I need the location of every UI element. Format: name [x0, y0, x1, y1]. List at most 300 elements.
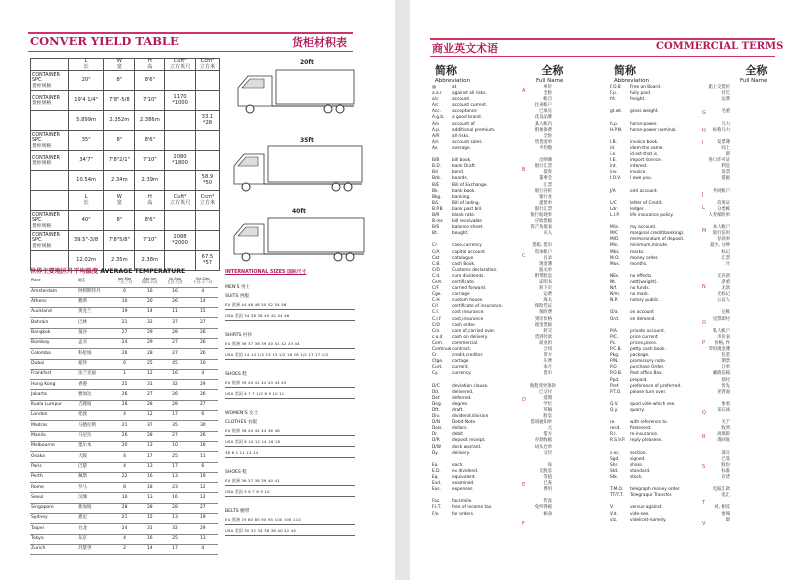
term-fn: debit	[452, 432, 463, 438]
container-cell: H 高	[135, 191, 165, 211]
container-cell: 58.9 *50	[195, 171, 219, 191]
temperature-cell: 4	[112, 411, 137, 421]
term-fn: bond.	[452, 170, 465, 176]
temperature-cell: 21	[112, 514, 137, 524]
term-zh: 利息	[721, 164, 730, 170]
size-group-label: SHOES 鞋	[225, 372, 247, 377]
term-zh: 零用现金簿	[708, 347, 730, 353]
term-fn: marginal credit(banking).	[630, 231, 685, 237]
temperature-cell: 马尼拉	[77, 431, 112, 441]
term-ab: Cr.	[432, 353, 438, 359]
term-zh: 货箱, 货币	[532, 243, 552, 249]
temperature-cell: 13	[137, 441, 162, 451]
temperature-cell: 20	[137, 297, 162, 307]
term-fn: contract.	[452, 347, 472, 353]
temperature-cell: 6	[188, 411, 218, 421]
temperature-cell: 13	[137, 493, 162, 503]
term-ab: Exs.	[432, 487, 441, 493]
term-zh: 全险	[543, 133, 552, 139]
term-zh: 净重	[721, 280, 730, 285]
term-fn: case,currency	[452, 243, 482, 249]
term-ab: Ord.	[610, 316, 620, 322]
container-table-header	[31, 59, 220, 71]
term-ab: s.ec.	[610, 450, 620, 456]
temperature-cell: 4	[188, 544, 218, 554]
term-zh: 转交	[543, 328, 552, 334]
temperature-cell: 12	[188, 483, 218, 493]
term-fn: horse-power nominal.	[630, 127, 677, 133]
container-cell: 2.38m	[135, 251, 165, 271]
container-cell: 2088 *2000	[165, 231, 196, 251]
term-zh: 部分	[721, 450, 730, 456]
index-letter: A	[522, 88, 526, 94]
temperature-header-cell: Oct-Dec 十月-十二月	[188, 276, 218, 287]
index-letter: O	[702, 320, 706, 326]
term-fn: on account	[630, 310, 654, 316]
term-fn: dividend,division	[452, 414, 489, 420]
term-zh: 公证人	[717, 298, 730, 304]
temperature-cell: 29	[137, 328, 162, 338]
term-ab: Av.	[432, 145, 439, 151]
temperature-cell: 18	[137, 483, 162, 493]
temperature-cell: Taipei	[30, 524, 77, 534]
term-ab: Shr.	[610, 462, 619, 468]
term-fn: vide-see.	[630, 511, 650, 517]
temperature-title	[30, 266, 185, 275]
container-cell	[195, 131, 219, 151]
term-fn: current.	[452, 365, 469, 371]
term-fn: account current.	[452, 103, 488, 109]
term-ab: E.D.	[432, 468, 441, 474]
term-zh: 全险	[543, 91, 552, 97]
full-head-zh: 全称	[541, 64, 564, 77]
container-cell	[31, 171, 69, 191]
temperature-row	[30, 534, 218, 544]
term-zh: 采石场	[717, 407, 730, 413]
temperature-cell: 11	[188, 452, 218, 462]
term-zh: 标称马力	[712, 127, 730, 133]
term-ab: Q.y.	[610, 407, 619, 413]
temperature-cell: 台北	[77, 524, 112, 534]
container-table-row	[31, 151, 220, 171]
temperature-cell: 28	[112, 400, 137, 410]
container-cell: 8'6"	[135, 211, 165, 231]
abbr-head-right	[614, 62, 649, 84]
index-letter: F	[522, 521, 525, 527]
term-ab: C/D	[432, 267, 440, 273]
temperature-cell: 19	[112, 308, 137, 318]
temperature-cell: 汉城	[77, 493, 112, 503]
term-zh: 参阅	[721, 511, 730, 517]
term-fn: carried forward.	[452, 286, 487, 292]
term-ab: P/C.	[610, 334, 619, 340]
temperature-row	[30, 503, 218, 513]
term-fn: cost insurance.	[452, 310, 485, 316]
temperature-cell: 2	[112, 544, 137, 554]
term-fn: delivered.	[452, 389, 474, 395]
temperature-cell: 25	[162, 452, 187, 462]
term-zh: 见背面	[717, 389, 730, 395]
container-cell: 35"	[69, 131, 104, 151]
term-zh: 共同帐户	[712, 188, 730, 194]
term-zh: 同上	[721, 145, 730, 151]
term-zh: 即	[725, 517, 730, 523]
term-fn: free of income tax.	[452, 505, 493, 511]
term-zh: 保险费	[539, 310, 552, 316]
left-title-en: CONVER YIELD TABLE	[30, 34, 179, 48]
temperature-cell: 23	[162, 483, 187, 493]
term-zh: 存款收据	[534, 438, 552, 444]
term-ab: Bds.	[432, 176, 442, 182]
temperature-cell: Amsterdam	[30, 287, 77, 297]
temperature-cell: Athens	[30, 297, 77, 307]
term-zh: 学位	[543, 401, 552, 407]
container-table-row	[31, 231, 220, 251]
temperature-cell: Sydney	[30, 514, 77, 524]
temperature-cell: 31	[137, 524, 162, 534]
term-fn: bill receivable	[452, 219, 482, 225]
container-cell	[195, 231, 219, 251]
term-ab: A/o	[432, 121, 440, 127]
temperature-cell: 16	[137, 287, 162, 297]
page-gutter	[395, 0, 410, 580]
term-fn: months.	[630, 261, 648, 267]
term-zh: 再保险	[717, 432, 730, 438]
temperature-cell: 24	[112, 524, 137, 534]
term-zh: 到岸价格	[534, 316, 552, 322]
container-table	[30, 58, 220, 271]
temperature-cell: 26	[188, 338, 218, 348]
term-fn: a good brand.	[452, 115, 483, 121]
term-zh: 汇票	[543, 182, 552, 188]
term-ab: h.p.	[610, 121, 619, 127]
term-ab: Ctge.	[432, 359, 444, 365]
term-zh: 信用证	[717, 200, 730, 206]
term-ab: A/s	[432, 139, 439, 145]
term-item	[432, 451, 557, 457]
sizes-title: INTERNATIONAL SIZES 国际尺寸	[225, 270, 307, 275]
term-zh: 航程变更条款	[530, 383, 556, 389]
container-cell: Cuft³ 立方英尺	[165, 191, 196, 211]
container-cell: 8"	[104, 71, 135, 91]
term-ab: Fac.	[432, 499, 441, 505]
term-fn: on demand.	[630, 316, 656, 322]
term-ab: a/c	[432, 97, 439, 103]
term-fn: no funds.	[630, 286, 651, 292]
term-fn: horse-power.	[630, 121, 658, 127]
term-fn: price current.	[630, 334, 659, 340]
term-zh: 优先	[721, 383, 730, 389]
size-row: USA 美国 5 6 7 8 9 10	[225, 489, 270, 494]
term-zh: 已查	[543, 481, 552, 487]
temperature-cell: 28	[162, 400, 187, 410]
temperature-cell: 26	[112, 349, 137, 359]
temperature-cell: 31	[137, 380, 162, 390]
temperature-cell: Hong Kong	[30, 380, 77, 390]
container-header-cell: Ccm³ 立方米	[195, 59, 219, 71]
term-ab: D/C	[432, 383, 440, 389]
temperature-cell: Bombay	[30, 338, 77, 348]
temperature-cell: 12	[137, 411, 162, 421]
term-ab: Pkg.	[610, 353, 620, 359]
temperature-cell: 东京	[77, 534, 112, 544]
term-fn: my account.	[630, 225, 657, 231]
term-ab: P/N.	[610, 359, 619, 365]
term-zh: 资产负债表	[530, 225, 552, 231]
container-cell	[195, 211, 219, 231]
term-zh: 合同	[543, 347, 552, 353]
term-ab: inv.	[610, 170, 618, 176]
term-ab: M/a.	[610, 225, 620, 231]
temperature-cell: 14	[137, 308, 162, 318]
term-ab: Continue	[432, 347, 452, 353]
term-zh: 借据	[721, 176, 730, 182]
term-zh: 发票	[721, 170, 730, 176]
term-zh: 保险凭证	[534, 304, 552, 310]
temperature-cell: Bangkok	[30, 328, 77, 338]
temperature-row	[30, 462, 218, 472]
term-fn: petty cash book.	[630, 347, 666, 353]
temperature-cell: 悉尼	[77, 514, 112, 524]
index-letter: C	[522, 253, 526, 259]
size-row-line	[225, 387, 355, 388]
term-ab: B.P.B	[432, 206, 443, 212]
temperature-header-cell: Jul-Sep 七月-九月	[162, 276, 187, 287]
term-ab: V.d.	[610, 511, 618, 517]
term-zh: 请回复	[717, 438, 730, 444]
temperature-row	[30, 359, 218, 369]
term-zh: 现金簿	[539, 261, 552, 267]
temperature-cell: 26	[188, 328, 218, 338]
term-fn: certificate of insurance.	[452, 304, 503, 310]
term-ab: Mks.	[610, 249, 620, 255]
temperature-cell: 10	[112, 297, 137, 307]
temperature-cell: 28	[162, 503, 187, 513]
container-cell	[165, 171, 196, 191]
term-fn: nett(weight).	[630, 280, 658, 285]
temperature-cell: 27	[188, 400, 218, 410]
term-fn: account.	[452, 97, 471, 103]
container-cell	[165, 131, 196, 151]
index-letter: N	[702, 284, 706, 290]
index-letter: I	[702, 140, 704, 146]
temperature-cell: 19	[188, 472, 218, 482]
term-fn: cost,insurance	[452, 316, 484, 322]
temperature-cell: 4	[112, 462, 137, 472]
term-zh: 传真	[543, 499, 552, 505]
abbr-head-zh: 简称	[435, 64, 457, 77]
index-letter: D	[522, 397, 526, 403]
abbr-head-en-2: Abbreviation	[614, 78, 649, 84]
term-fn: please turn over.	[630, 389, 667, 395]
temperature-cell: 墨尔本	[77, 441, 112, 451]
term-fn: average.	[452, 145, 471, 151]
term-fn: id est-that is.	[630, 152, 659, 158]
term-fn: custom house.	[452, 298, 484, 304]
term-ab: P.T.O.	[610, 389, 622, 395]
term-zh: 帐目	[543, 97, 552, 103]
temperature-cell: 32	[162, 380, 187, 390]
term-ab: recd.	[610, 426, 621, 432]
term-fn: facsimile.	[452, 499, 473, 505]
container-table-row	[31, 111, 220, 131]
size-row: 38 8 1 11 13 14	[225, 450, 259, 455]
term-zh: 证明书	[539, 280, 552, 285]
term-fn: cash on delivery.	[452, 334, 489, 340]
temperature-cell: 苏黎世	[77, 544, 112, 554]
term-fn: for orders.	[452, 511, 475, 517]
temperature-cell: 雅加达	[77, 390, 112, 400]
temperature-cell: Colombo	[30, 349, 77, 359]
temperature-cell: 罗马	[77, 483, 112, 493]
size-row: EU 欧洲 39 40 41 42 43 44 45	[225, 380, 287, 385]
term-fn: minimum,minute.	[630, 243, 669, 249]
term-fn: reply pleasese.	[630, 438, 663, 444]
term-fn: blank rate.	[452, 212, 476, 218]
term-fn: idem-the same.	[630, 145, 664, 151]
container-cell: 67.5 *57	[195, 251, 219, 271]
term-zh: 电报汇款	[712, 487, 730, 493]
temperature-cell: 32	[162, 524, 187, 534]
term-fn: bank post bill.	[452, 206, 483, 212]
term-fn: draft.	[452, 407, 464, 413]
temperature-cell: 马德拉斯	[77, 421, 112, 431]
term-ab: B.rec	[432, 219, 443, 225]
terms-list-left	[432, 85, 557, 518]
container-cell: 10.54m	[69, 171, 104, 191]
temperature-cell: 25	[112, 380, 137, 390]
term-ab: H.P.N.	[610, 127, 623, 133]
term-item	[432, 231, 557, 237]
temperature-header-row	[30, 276, 218, 287]
container-cell	[31, 111, 69, 131]
term-ab: Q.V.	[610, 401, 619, 407]
temperature-cell: 法兰克福	[77, 369, 112, 379]
temperature-cell: 19	[188, 514, 218, 524]
container-cell	[165, 211, 196, 231]
term-zh: 元	[547, 426, 552, 432]
temperature-cell: 10	[162, 441, 187, 451]
term-ab: Ea.	[432, 462, 439, 468]
term-ab: A/R	[432, 133, 440, 139]
term-ab: Cge.	[432, 292, 442, 298]
term-ab: I.B.	[610, 139, 617, 145]
temperature-row	[30, 328, 218, 338]
term-zh: 银行汇票	[534, 206, 552, 212]
term-zh: 预付	[721, 377, 730, 383]
term-zh: 股份	[721, 462, 730, 468]
container-cell: 39.5"-3/8	[69, 231, 104, 251]
temperature-cell: Jakarta	[30, 390, 77, 400]
term-fn: bank book.	[452, 188, 476, 194]
index-letter: R	[702, 434, 706, 440]
term-fn: gross weight.	[630, 109, 659, 115]
container-cell: 7'8"5/8"	[104, 231, 135, 251]
size-row-line	[225, 435, 355, 436]
index-letter: L	[702, 205, 705, 211]
container-cell	[195, 91, 219, 111]
term-fn: bought.	[452, 231, 469, 237]
temperature-cell: 大阪	[77, 452, 112, 462]
term-ab: Pc.	[610, 340, 617, 346]
term-fn: standard.	[630, 468, 651, 474]
container-cell: 8"	[104, 131, 135, 151]
term-zh: 往来帐户	[534, 103, 552, 109]
term-ab: O/a.	[610, 310, 619, 316]
temperature-cell: Paris	[30, 462, 77, 472]
term-fn: no mark.	[630, 292, 650, 298]
term-zh: 候命	[543, 511, 552, 517]
size-row-line	[225, 348, 355, 349]
temperature-cell: Seoul	[30, 493, 77, 503]
term-ab: P.C.B.	[610, 347, 622, 353]
term-fn: share.	[630, 462, 644, 468]
term-zh: 船上交货价	[708, 85, 730, 90]
index-letter: H	[702, 128, 706, 134]
index-letter: J	[702, 192, 704, 198]
container-cell: 8"	[104, 211, 135, 231]
full-head-en-2: Full Name	[740, 78, 768, 84]
term-ab: A.g.b.	[432, 115, 445, 121]
term-ab: B/R	[432, 212, 440, 218]
temperature-cell: 28	[137, 400, 162, 410]
temperature-row	[30, 380, 218, 390]
temperature-cell: 迪拜	[77, 359, 112, 369]
truck-40ft-icon	[228, 212, 368, 268]
term-zh: 关于	[721, 420, 730, 426]
size-group-label: SHOES 鞋	[225, 470, 247, 475]
temperature-cell: 21	[112, 318, 137, 328]
right-page	[410, 0, 790, 580]
term-fn: videlicet-namely.	[630, 517, 667, 523]
term-ab: J/A	[610, 188, 616, 194]
term-zh: 本月	[543, 365, 552, 371]
term-fn: no effects.	[630, 273, 653, 279]
term-ab: @	[432, 85, 437, 90]
temperature-row	[30, 544, 218, 554]
temperature-cell: 奥克兰	[77, 308, 112, 318]
term-zh: 存货	[721, 475, 730, 480]
temperature-cell: 28	[137, 349, 162, 359]
temperature-title-zh: 世界主要地区月平均温度	[30, 268, 99, 275]
term-zh: 本人帐户	[712, 225, 730, 231]
temperature-cell: 27	[162, 431, 187, 441]
term-ab: Dd.	[432, 389, 440, 395]
size-row: USA 美国 6 7 7 1/2 8 9 10 11	[225, 391, 285, 396]
term-fn: invoice book.	[630, 139, 659, 145]
temperature-cell: 6	[188, 462, 218, 472]
term-fn: life insurance policy.	[630, 212, 674, 218]
term-ab: B/E	[432, 182, 440, 188]
temperature-cell: 1	[112, 369, 137, 379]
container-cell: 2.35m	[104, 251, 135, 271]
temperature-cell: 27	[137, 390, 162, 400]
term-ab: Dft.	[432, 407, 440, 413]
term-fn: package.	[630, 353, 650, 359]
term-fn: deviation clause.	[452, 383, 489, 389]
term-ab: Pref.	[610, 383, 620, 389]
temperature-row	[30, 308, 218, 318]
temperature-row	[30, 349, 218, 359]
size-row-line	[225, 359, 355, 360]
term-fn: re-insurance.	[630, 432, 659, 438]
term-fn: additional premium.	[452, 127, 496, 133]
term-zh: 无款	[721, 286, 730, 292]
container-cell: 8'6"	[135, 71, 165, 91]
term-ab: Acc.	[432, 109, 441, 115]
temperature-cell: 28	[137, 503, 162, 513]
term-fn: Bill of lading.	[452, 200, 480, 206]
